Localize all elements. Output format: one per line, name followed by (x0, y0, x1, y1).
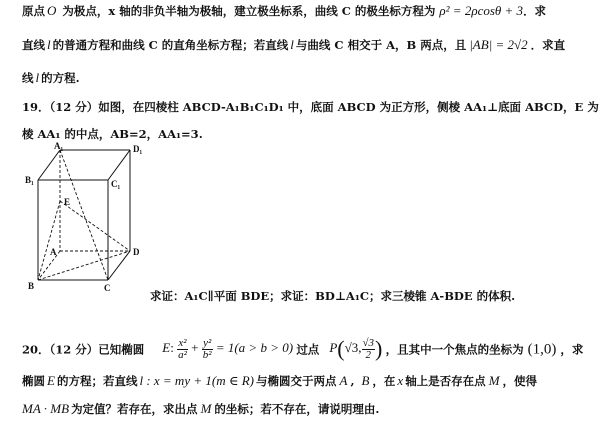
text: ．求直 (530, 38, 566, 52)
seg-e-b (38, 201, 60, 280)
dot-product-expression: MA · MB (22, 401, 70, 416)
q19-prompt: 求证：A₁C∥平面 BDE；求证：BD⊥A₁C；求三棱锥 A-BDE 的体积. (150, 289, 516, 303)
text: 的普通方程和曲线 C 的直角坐标方程；若直线 (52, 38, 289, 52)
text: 与曲线 C 相交于 A，B 两点，且 (295, 38, 467, 52)
q20-line1 (22, 338, 583, 361)
text: 原点 (22, 4, 45, 18)
text: 为极点，x 轴的非负半轴为极轴，建立极坐标系，曲线 C 的极坐标方程为 (58, 4, 436, 18)
label-b: B (28, 281, 35, 291)
para1-line3 (22, 70, 80, 86)
q20-line2: 椭圆 E 的方程；若直线 l : x = my + 1(m ∈ R) 与椭圆交于两点 A , B ，在 x 轴上是否存在点 M ，使得 (22, 373, 538, 388)
text: 直线 (22, 38, 45, 52)
chord-length-equation: |AB| = 2√2 (469, 37, 528, 52)
edge-a-b (38, 251, 60, 280)
label-c1: C₁ (111, 179, 121, 189)
polar-equation: ρ² = 2ρcosθ + 3 (439, 3, 524, 18)
prism-figure (22, 143, 172, 293)
text: ．求 (523, 4, 547, 18)
label-d1: D₁ (133, 144, 143, 154)
focus-coordinate: (1,0) (527, 341, 557, 358)
label-a: A (50, 247, 57, 257)
edge-c1-d1 (108, 150, 130, 180)
line-equation: l : x = my + 1(m ∈ R) (139, 373, 254, 388)
math-var: O (47, 3, 57, 18)
edge-a1-b1 (38, 150, 60, 180)
text: ，求 (560, 342, 584, 357)
label-e: E (64, 197, 71, 207)
label-b1: B₁ (25, 175, 34, 185)
ellipse-equation: E: $\frac{\text{x²}}{\text{a²}}$ + $\frac{\text{y²}}{\text{b²}}$ = 1(a > b > 0) (162, 337, 294, 361)
text: 的方程. (41, 71, 80, 85)
label-c: C (104, 283, 111, 293)
math-var: l (47, 37, 51, 52)
text: ，且其中一个焦点的坐标为 (385, 342, 524, 357)
para1-line2 (22, 37, 565, 53)
text: 过点 (296, 342, 320, 357)
point-p: P(√3, $\frac{√3}{2}$ ) (329, 336, 383, 362)
edge-c-d (108, 251, 130, 280)
q19-line1: 19．（12 分）如图，在四棱柱 ABCD-A₁B₁C₁D₁ 中，底面 ABCD 为正方形，侧棱 AA₁⊥底面 ABCD，E 为 (22, 100, 599, 114)
text: 20．（12 分）已知椭圆 (22, 342, 145, 357)
text: 线 (22, 71, 34, 85)
seg-e-d (60, 201, 130, 251)
q20-line3: MA · MB 为定值？若存在，求出点 M 的坐标；若不存在，请说明理由. (22, 401, 380, 416)
q19-line2: 棱 AA₁ 的中点，AB=2，AA₁=3. (22, 127, 203, 141)
diag-a1-c (60, 150, 108, 280)
math-var: l (290, 37, 294, 52)
math-var: l (35, 70, 40, 85)
para1-line1 (22, 3, 546, 19)
label-a1: A₁ (54, 141, 64, 151)
label-d: D (133, 247, 140, 257)
